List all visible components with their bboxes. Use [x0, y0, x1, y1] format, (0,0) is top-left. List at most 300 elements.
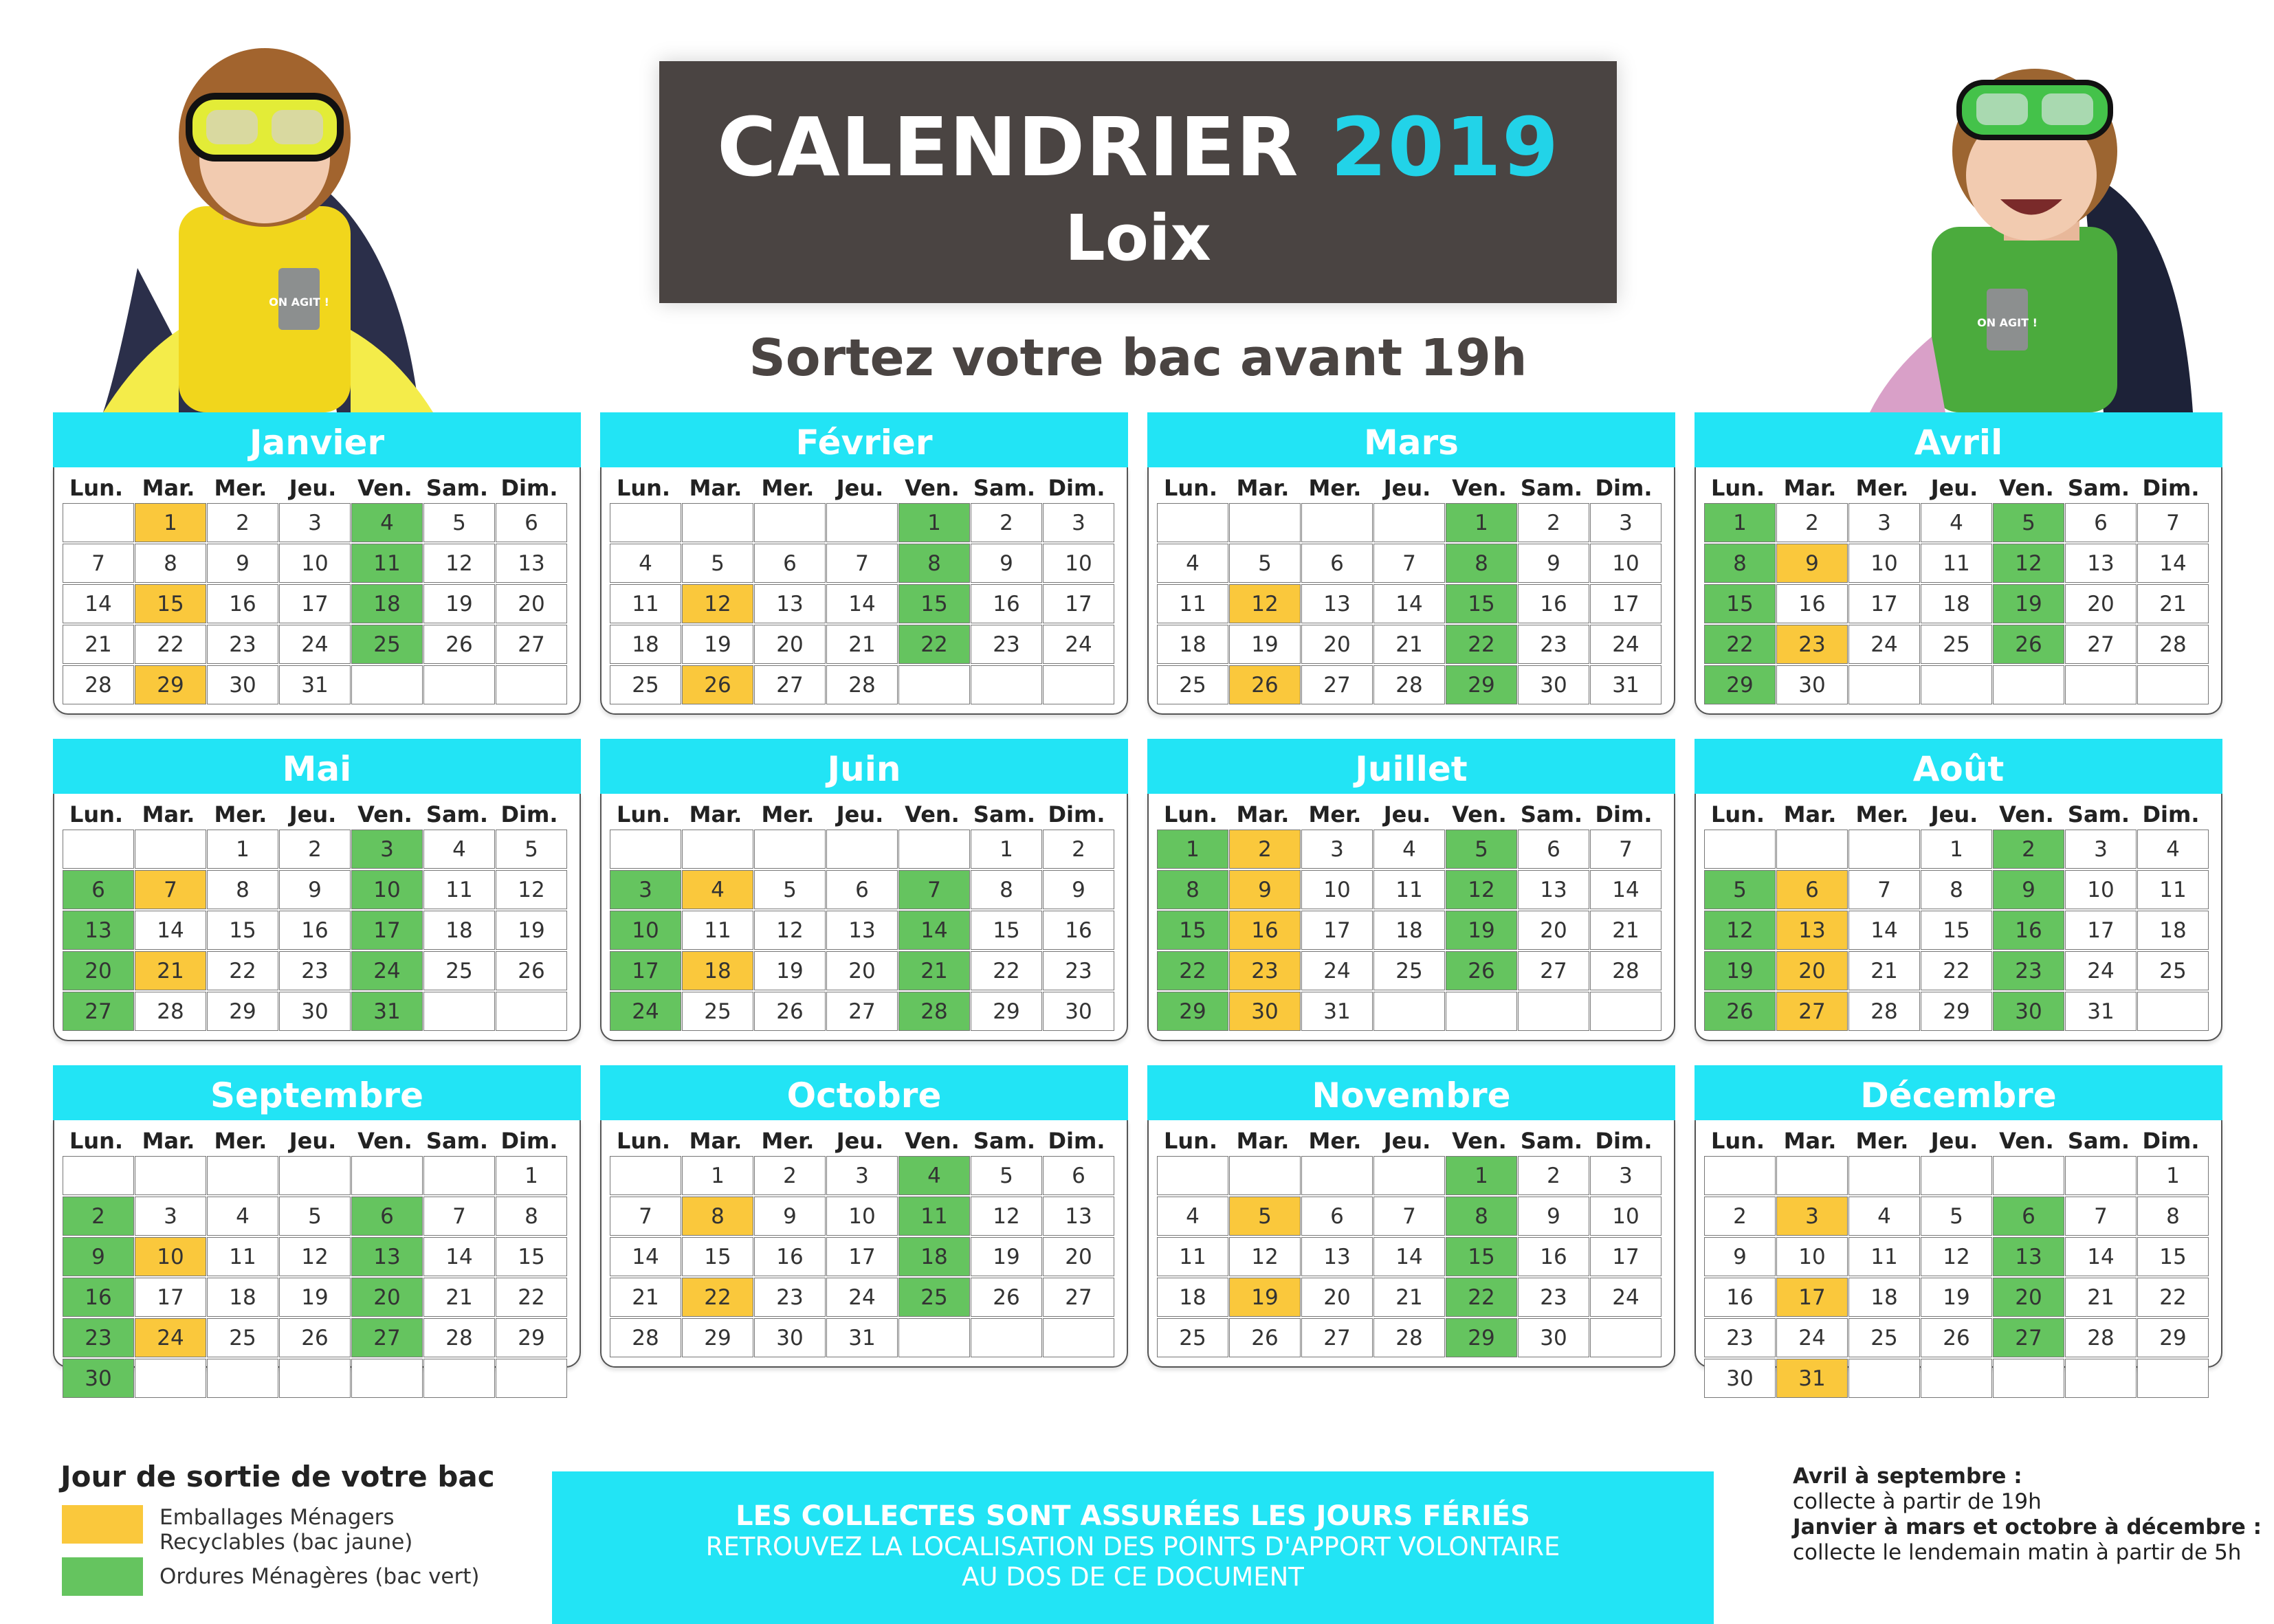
- day-cell: 9: [1993, 870, 2064, 909]
- day-cell: 24: [1301, 951, 1373, 990]
- day-cell: 8: [682, 1197, 753, 1236]
- weekday-header: Dim.: [500, 801, 558, 827]
- day-cell: 4: [1157, 544, 1228, 583]
- day-cell: 20: [351, 1278, 423, 1317]
- day-cell: 24: [351, 951, 423, 990]
- day-cell: 10: [610, 911, 681, 950]
- day-cell: 25: [898, 1278, 970, 1317]
- day-cell: 7: [135, 870, 206, 909]
- weekday-header: Dim.: [1595, 801, 1653, 827]
- day-cell: 20: [496, 584, 567, 623]
- day-cell: 9: [1704, 1237, 1776, 1276]
- day-cell: 5: [1704, 870, 1776, 909]
- day-cell: 12: [1704, 911, 1776, 950]
- day-cell: 11: [1157, 1237, 1228, 1276]
- day-cell: 25: [423, 951, 495, 990]
- day-cell: 18: [1157, 1278, 1228, 1317]
- day-cell: 11: [1848, 1237, 1920, 1276]
- day-cell: 6: [1993, 1197, 2064, 1236]
- day-cell: 19: [971, 1237, 1042, 1276]
- day-cell: 2: [1993, 830, 2064, 869]
- day-cell: 30: [207, 665, 278, 704]
- day-cell: 5: [423, 503, 495, 542]
- empty-day-cell: [1776, 830, 1848, 869]
- day-cell: 24: [279, 625, 351, 664]
- empty-day-cell: [135, 1359, 206, 1398]
- day-cell: 28: [1848, 992, 1920, 1031]
- day-cell: 19: [1229, 625, 1301, 664]
- day-cell: 18: [2137, 911, 2209, 950]
- day-cell: 3: [1776, 1197, 1848, 1236]
- day-cell: 15: [971, 911, 1042, 950]
- day-cell: 25: [1157, 665, 1228, 704]
- day-cell: 27: [1301, 1318, 1373, 1357]
- empty-day-cell: [1993, 1156, 2064, 1195]
- note-1-title: Avril à septembre :: [1793, 1464, 2022, 1489]
- weekday-header: Sam.: [1520, 801, 1583, 827]
- day-cell: 3: [135, 1197, 206, 1236]
- day-cell: 9: [971, 544, 1042, 583]
- month-card: [1147, 412, 1675, 716]
- day-cell: 7: [1373, 1197, 1445, 1236]
- weekday-header: Ven.: [357, 801, 412, 827]
- day-cell: 9: [63, 1237, 134, 1276]
- day-cell: 28: [1373, 665, 1445, 704]
- month-name: Mars: [1147, 412, 1675, 467]
- month-name: Décembre: [1695, 1065, 2222, 1120]
- day-cell: 29: [496, 1318, 567, 1357]
- day-cell: 20: [2065, 584, 2137, 623]
- day-cell: 19: [1229, 1278, 1301, 1317]
- day-cell: 19: [279, 1278, 351, 1317]
- day-cell: 21: [135, 951, 206, 990]
- day-cell: 17: [351, 911, 423, 950]
- day-cell: 13: [1301, 584, 1373, 623]
- day-cell: 19: [682, 625, 753, 664]
- day-cell: 22: [135, 625, 206, 664]
- day-cell: 3: [279, 503, 351, 542]
- empty-day-cell: [1373, 992, 1445, 1031]
- day-cell: 13: [1993, 1237, 2064, 1276]
- empty-day-cell: [2137, 1359, 2209, 1398]
- month-card: [1147, 739, 1675, 1043]
- kid-badge-label: ON AGIT !: [1977, 316, 2038, 329]
- weekday-header: Dim.: [1048, 475, 1105, 501]
- empty-day-cell: [1043, 1318, 1114, 1357]
- weekday-header: Mar.: [689, 801, 742, 827]
- weekday-header: Mer.: [214, 1128, 267, 1154]
- day-cell: 13: [1776, 911, 1848, 950]
- day-cell: 27: [63, 992, 134, 1031]
- kid-yellow-illustration: [76, 41, 461, 412]
- empty-day-cell: [682, 830, 753, 869]
- kid-green-illustration: [1856, 48, 2214, 412]
- day-cell: 19: [423, 584, 495, 623]
- day-cell: 16: [971, 584, 1042, 623]
- note-2-title: Janvier à mars et octobre à décembre :: [1793, 1515, 2262, 1539]
- day-cell: 25: [1157, 1318, 1228, 1357]
- empty-day-cell: [1157, 1156, 1228, 1195]
- empty-day-cell: [1301, 1156, 1373, 1195]
- day-cell: 22: [898, 625, 970, 664]
- day-cell: 31: [279, 665, 351, 704]
- day-cell: 30: [279, 992, 351, 1031]
- month-card: [600, 739, 1128, 1043]
- day-cell: 8: [496, 1197, 567, 1236]
- note-2-text: collecte le lendemain matin à partir de 5h: [1793, 1540, 2242, 1565]
- day-cell: 1: [971, 830, 1042, 869]
- day-cell: 2: [1229, 830, 1301, 869]
- weekday-header: Ven.: [1452, 801, 1507, 827]
- day-cell: 11: [2137, 870, 2209, 909]
- weekday-header: Ven.: [357, 475, 412, 501]
- day-cell: 1: [682, 1156, 753, 1195]
- weekday-header: Mer.: [1855, 1128, 1909, 1154]
- weekday-header: Dim.: [1595, 475, 1653, 501]
- day-cell: 30: [754, 1318, 826, 1357]
- day-cell: 1: [496, 1156, 567, 1195]
- empty-day-cell: [496, 665, 567, 704]
- day-cell: 12: [423, 544, 495, 583]
- day-cell: 11: [207, 1237, 278, 1276]
- day-cell: 23: [971, 625, 1042, 664]
- day-cell: 28: [610, 1318, 681, 1357]
- day-cell: 19: [754, 951, 826, 990]
- day-cell: 29: [1704, 665, 1776, 704]
- weekday-header: Jeu.: [836, 475, 884, 501]
- weekday-header: Ven.: [1452, 1128, 1507, 1154]
- weekday-header: Jeu.: [1930, 801, 1978, 827]
- weekday-header: Dim.: [1595, 1128, 1653, 1154]
- day-cell: 8: [135, 544, 206, 583]
- day-cell: 17: [279, 584, 351, 623]
- legend-title: Jour de sortie de votre bac: [60, 1460, 495, 1493]
- day-cell: 25: [207, 1318, 278, 1357]
- day-cell: 27: [496, 625, 567, 664]
- weekday-header: Mar.: [1783, 801, 1837, 827]
- day-cell: 16: [279, 911, 351, 950]
- day-cell: 15: [1157, 911, 1228, 950]
- weekday-header: Lun.: [616, 1128, 671, 1154]
- weekday-header: Mer.: [1308, 801, 1362, 827]
- empty-day-cell: [2137, 992, 2209, 1031]
- day-cell: 6: [351, 1197, 423, 1236]
- day-cell: 16: [207, 584, 278, 623]
- empty-day-cell: [1848, 1359, 1920, 1398]
- empty-day-cell: [279, 1156, 351, 1195]
- day-cell: 15: [135, 584, 206, 623]
- day-cell: 6: [826, 870, 898, 909]
- day-cell: 1: [2137, 1156, 2209, 1195]
- legend-green-label: Ordures Ménagères (bac vert): [159, 1564, 480, 1589]
- day-cell: 17: [1590, 584, 1662, 623]
- day-cell: 28: [1373, 1318, 1445, 1357]
- day-cell: 1: [135, 503, 206, 542]
- day-cell: 17: [1590, 1237, 1662, 1276]
- day-cell: 20: [1776, 951, 1848, 990]
- month-card: [1695, 412, 2222, 716]
- day-cell: 29: [2137, 1318, 2209, 1357]
- day-cell: 20: [1043, 1237, 1114, 1276]
- day-cell: 3: [826, 1156, 898, 1195]
- month-card: [1147, 1065, 1675, 1369]
- weekday-header: Dim.: [500, 1128, 558, 1154]
- day-cell: 31: [2065, 992, 2137, 1031]
- day-cell: 12: [682, 584, 753, 623]
- day-cell: 23: [207, 625, 278, 664]
- day-cell: 31: [826, 1318, 898, 1357]
- month-name: Janvier: [53, 412, 581, 467]
- weekday-header: Jeu.: [1383, 1128, 1431, 1154]
- day-cell: 24: [610, 992, 681, 1031]
- legend-yellow-swatch: [62, 1505, 143, 1544]
- day-cell: 27: [1301, 665, 1373, 704]
- weekday-header: Jeu.: [1930, 475, 1978, 501]
- day-cell: 1: [207, 830, 278, 869]
- day-cell: 5: [754, 870, 826, 909]
- day-cell: 4: [1921, 503, 1992, 542]
- month-name: Septembre: [53, 1065, 581, 1120]
- day-cell: 20: [1518, 911, 1589, 950]
- empty-day-cell: [826, 830, 898, 869]
- day-cell: 30: [1229, 992, 1301, 1031]
- weekday-header: Mar.: [689, 475, 742, 501]
- day-cell: 16: [1043, 911, 1114, 950]
- day-cell: 7: [2137, 503, 2209, 542]
- day-cell: 2: [207, 503, 278, 542]
- day-cell: 24: [1590, 625, 1662, 664]
- day-cell: 6: [2065, 503, 2137, 542]
- weekday-header: Lun.: [1163, 475, 1218, 501]
- weekday-header: Lun.: [616, 475, 671, 501]
- day-cell: 14: [423, 1237, 495, 1276]
- month-name: Mai: [53, 739, 581, 794]
- day-cell: 5: [496, 830, 567, 869]
- day-cell: 10: [1590, 1197, 1662, 1236]
- day-cell: 8: [1704, 544, 1776, 583]
- day-cell: 26: [971, 1278, 1042, 1317]
- day-cell: 2: [1043, 830, 1114, 869]
- day-cell: 27: [2065, 625, 2137, 664]
- day-cell: 17: [1301, 911, 1373, 950]
- weekday-header: Lun.: [1710, 1128, 1765, 1154]
- weekday-header: Ven.: [905, 801, 960, 827]
- month-name: Août: [1695, 739, 2222, 794]
- empty-day-cell: [682, 503, 753, 542]
- day-cell: 8: [971, 870, 1042, 909]
- day-cell: 9: [754, 1197, 826, 1236]
- empty-day-cell: [898, 1318, 970, 1357]
- day-cell: 9: [279, 870, 351, 909]
- day-cell: 20: [754, 625, 826, 664]
- weekday-header: Sam.: [973, 475, 1036, 501]
- day-cell: 29: [1446, 1318, 1517, 1357]
- day-cell: 28: [826, 665, 898, 704]
- day-cell: 14: [1373, 1237, 1445, 1276]
- day-cell: 7: [423, 1197, 495, 1236]
- day-cell: 1: [1921, 830, 1992, 869]
- day-cell: 3: [1043, 503, 1114, 542]
- empty-day-cell: [898, 830, 970, 869]
- day-cell: 21: [1590, 911, 1662, 950]
- month-name: Octobre: [600, 1065, 1128, 1120]
- day-cell: 4: [1848, 1197, 1920, 1236]
- day-cell: 7: [898, 870, 970, 909]
- day-cell: 27: [754, 665, 826, 704]
- day-cell: 8: [1446, 1197, 1517, 1236]
- weekday-header: Dim.: [2142, 1128, 2200, 1154]
- weekday-header: Dim.: [2142, 801, 2200, 827]
- day-cell: 8: [1446, 544, 1517, 583]
- day-cell: 21: [826, 625, 898, 664]
- day-cell: 15: [1921, 911, 1992, 950]
- day-cell: 15: [1446, 584, 1517, 623]
- day-cell: 30: [1704, 1359, 1776, 1398]
- empty-day-cell: [1848, 665, 1920, 704]
- collection-notes: [1793, 1464, 2267, 1566]
- day-cell: 21: [610, 1278, 681, 1317]
- day-cell: 18: [351, 584, 423, 623]
- weekday-header: Dim.: [1048, 1128, 1105, 1154]
- day-cell: 12: [279, 1237, 351, 1276]
- day-cell: 14: [2065, 1237, 2137, 1276]
- town-name: Loix: [1065, 201, 1211, 275]
- title-word: CALENDRIER: [716, 100, 1299, 194]
- day-cell: 24: [1848, 625, 1920, 664]
- page-title: [659, 100, 1617, 194]
- day-cell: 9: [1043, 870, 1114, 909]
- weekday-header: Jeu.: [289, 1128, 337, 1154]
- day-cell: 10: [351, 870, 423, 909]
- day-cell: 23: [1518, 625, 1589, 664]
- month-card: [600, 1065, 1128, 1369]
- month-card: [1695, 1065, 2222, 1391]
- day-cell: 21: [2137, 584, 2209, 623]
- empty-day-cell: [1157, 503, 1228, 542]
- day-cell: 17: [1848, 584, 1920, 623]
- day-cell: 10: [1776, 1237, 1848, 1276]
- day-cell: 6: [63, 870, 134, 909]
- day-cell: 28: [2065, 1318, 2137, 1357]
- day-cell: 30: [1518, 665, 1589, 704]
- empty-day-cell: [2065, 665, 2137, 704]
- empty-day-cell: [423, 665, 495, 704]
- weekday-header: Ven.: [905, 475, 960, 501]
- day-cell: 5: [279, 1197, 351, 1236]
- day-cell: 30: [1993, 992, 2064, 1031]
- day-cell: 3: [1301, 830, 1373, 869]
- empty-day-cell: [1229, 503, 1301, 542]
- day-cell: 24: [1590, 1278, 1662, 1317]
- empty-day-cell: [1776, 1156, 1848, 1195]
- day-cell: 27: [1993, 1318, 2064, 1357]
- day-cell: 31: [1776, 1359, 1848, 1398]
- day-cell: 18: [207, 1278, 278, 1317]
- day-cell: 21: [1373, 625, 1445, 664]
- day-cell: 11: [610, 584, 681, 623]
- day-cell: 22: [2137, 1278, 2209, 1317]
- weekday-header: Mer.: [761, 1128, 815, 1154]
- day-cell: 1: [1446, 503, 1517, 542]
- day-cell: 2: [971, 503, 1042, 542]
- day-cell: 1: [1157, 830, 1228, 869]
- weekday-header: Dim.: [1048, 801, 1105, 827]
- empty-day-cell: [1229, 1156, 1301, 1195]
- empty-day-cell: [207, 1359, 278, 1398]
- weekday-header: Ven.: [1999, 801, 2054, 827]
- weekday-header: Sam.: [973, 1128, 1036, 1154]
- empty-day-cell: [610, 830, 681, 869]
- day-cell: 16: [754, 1237, 826, 1276]
- day-cell: 29: [682, 1318, 753, 1357]
- weekday-header: Ven.: [1999, 475, 2054, 501]
- day-cell: 12: [1446, 870, 1517, 909]
- day-cell: 8: [207, 870, 278, 909]
- weekday-header: Mar.: [142, 801, 195, 827]
- day-cell: 31: [351, 992, 423, 1031]
- empty-day-cell: [351, 1359, 423, 1398]
- day-cell: 12: [1229, 584, 1301, 623]
- day-cell: 20: [1301, 625, 1373, 664]
- weekday-header: Mar.: [142, 475, 195, 501]
- day-cell: 29: [1446, 665, 1517, 704]
- empty-day-cell: [351, 1156, 423, 1195]
- empty-day-cell: [1993, 665, 2064, 704]
- day-cell: 25: [2137, 951, 2209, 990]
- legend-green-swatch: [62, 1557, 143, 1596]
- day-cell: 19: [496, 911, 567, 950]
- empty-day-cell: [1921, 665, 1992, 704]
- day-cell: 23: [63, 1318, 134, 1357]
- empty-day-cell: [423, 1359, 495, 1398]
- day-cell: 13: [1518, 870, 1589, 909]
- day-cell: 5: [1921, 1197, 1992, 1236]
- day-cell: 23: [1043, 951, 1114, 990]
- day-cell: 26: [754, 992, 826, 1031]
- month-card: [53, 412, 581, 716]
- day-cell: 22: [1921, 951, 1992, 990]
- day-cell: 3: [610, 870, 681, 909]
- day-cell: 5: [971, 1156, 1042, 1195]
- day-cell: 31: [1590, 665, 1662, 704]
- day-cell: 26: [279, 1318, 351, 1357]
- day-cell: 10: [1043, 544, 1114, 583]
- day-cell: 11: [351, 544, 423, 583]
- day-cell: 8: [898, 544, 970, 583]
- empty-day-cell: [754, 830, 826, 869]
- day-cell: 20: [826, 951, 898, 990]
- day-cell: 7: [1848, 870, 1920, 909]
- day-cell: 27: [826, 992, 898, 1031]
- weekday-header: Sam.: [2067, 1128, 2130, 1154]
- day-cell: 4: [351, 503, 423, 542]
- day-cell: 21: [898, 951, 970, 990]
- day-cell: 15: [207, 911, 278, 950]
- weekday-header: Lun.: [69, 801, 124, 827]
- day-cell: 17: [1043, 584, 1114, 623]
- legend-yellow-label-line2: Recyclables (bac jaune): [159, 1530, 413, 1555]
- day-cell: 4: [423, 830, 495, 869]
- day-cell: 7: [610, 1197, 681, 1236]
- day-cell: 17: [1776, 1278, 1848, 1317]
- day-cell: 21: [1848, 951, 1920, 990]
- empty-day-cell: [610, 503, 681, 542]
- day-cell: 23: [279, 951, 351, 990]
- day-cell: 25: [351, 625, 423, 664]
- empty-day-cell: [1704, 1156, 1776, 1195]
- day-cell: 7: [1590, 830, 1662, 869]
- day-cell: 5: [1229, 544, 1301, 583]
